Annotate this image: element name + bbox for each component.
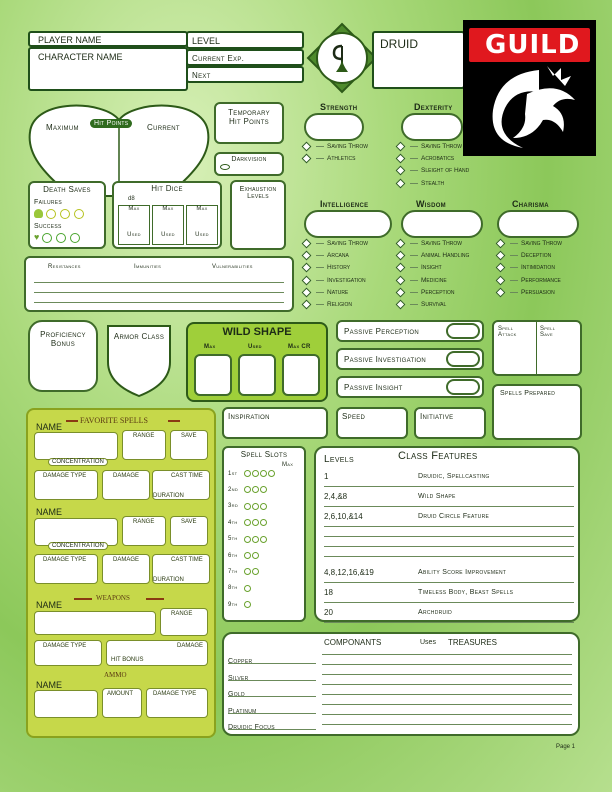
- character-name-label: CHARACTER NAME: [38, 52, 123, 62]
- intelligence-skill-row[interactable]: [303, 277, 366, 284]
- charisma-skill-row[interactable]: [497, 264, 555, 271]
- sword-icon: [74, 598, 92, 600]
- wisdom-skill-row[interactable]: [397, 252, 469, 259]
- spell-slot-row: [228, 470, 276, 477]
- guild-logo: GUILD: [463, 20, 596, 156]
- dexterity-skill-row[interactable]: [397, 155, 454, 162]
- wild-shape-panel: WILD SHAPE Max Used Max CR: [186, 322, 328, 402]
- class-feature-row: [316, 586, 578, 602]
- skill-label: Survival: [421, 301, 447, 308]
- spell-slot-circle[interactable]: [252, 519, 259, 526]
- ammo-title: AMMO: [104, 671, 127, 679]
- proficiency-diamond-icon[interactable]: [396, 142, 406, 152]
- spell-slot-level: 9th: [228, 601, 238, 608]
- spell-slot-circle[interactable]: [252, 470, 259, 477]
- inventory-line[interactable]: [322, 674, 572, 675]
- proficiency-diamond-icon[interactable]: [396, 300, 406, 310]
- ruled-line: [324, 486, 574, 487]
- skill-label: Saving Throw: [421, 240, 463, 247]
- skill-label: Medicine: [421, 276, 447, 284]
- spell-cast-time-field[interactable]: CAST TIME DURATION: [152, 554, 210, 584]
- spell-slot-level: 1st: [228, 470, 238, 477]
- spell-slot-circle[interactable]: [244, 503, 251, 510]
- player-name-field[interactable]: [28, 31, 188, 47]
- ammo-amount-field[interactable]: AMOUNT: [102, 688, 142, 718]
- spell-slot-row: [228, 503, 268, 510]
- failure-circle[interactable]: [60, 209, 70, 219]
- next-exp-field[interactable]: [186, 66, 304, 83]
- spells-prepared-field[interactable]: Spells Prepared: [492, 384, 582, 440]
- charisma-skill-row[interactable]: [497, 277, 561, 284]
- spell-slot-circle[interactable]: [244, 601, 251, 608]
- coin-label: Copper: [228, 658, 253, 665]
- proficiency-diamond-icon[interactable]: [396, 251, 406, 261]
- proficiency-diamond-icon[interactable]: [396, 263, 406, 273]
- ruled-line: [324, 506, 574, 507]
- wisdom-skill-row[interactable]: [397, 301, 446, 308]
- feature-name: Timeless Body, Beast Spells: [418, 589, 514, 596]
- ruled-line: [324, 536, 574, 537]
- feature-name: Druidic, Spellcasting: [418, 473, 490, 480]
- dexterity-skill-row[interactable]: [397, 180, 444, 187]
- skull-icon: [34, 209, 43, 218]
- spell-damage-type-field[interactable]: DAMAGE TYPE: [34, 470, 98, 500]
- dexterity-skill-row[interactable]: [397, 167, 469, 174]
- spell-slot-circle[interactable]: [268, 470, 275, 477]
- wisdom-skill-row[interactable]: [397, 240, 462, 247]
- dexterity-score[interactable]: [401, 113, 463, 141]
- strength-skill-row[interactable]: [303, 143, 368, 150]
- class-feature-row: [316, 566, 578, 582]
- weapon-range-field[interactable]: RANGE: [160, 608, 208, 636]
- spell-slot-circle[interactable]: [252, 568, 259, 575]
- spell-save-field[interactable]: SAVE: [170, 430, 208, 460]
- heart-icon: ♥: [34, 232, 40, 242]
- inventory-line[interactable]: [322, 664, 572, 665]
- wild-shape-maxcr-field[interactable]: [282, 354, 320, 396]
- spell-slot-level: 3rd: [228, 503, 239, 510]
- feature-level: 20: [324, 608, 333, 617]
- weapons-title: WEAPONS: [96, 594, 130, 602]
- spell-slot-circle[interactable]: [260, 536, 267, 543]
- class-feature-row: [316, 490, 578, 506]
- spell-slot-circle[interactable]: [252, 486, 259, 493]
- inventory-line[interactable]: [322, 684, 572, 685]
- skill-label: Stealth: [421, 179, 445, 187]
- weapon-damage-field[interactable]: DAMAGE HIT BONUS: [106, 640, 208, 666]
- intelligence-skill-row[interactable]: [303, 264, 350, 271]
- proficiency-diamond-icon[interactable]: [302, 287, 312, 297]
- success-circle[interactable]: [70, 233, 80, 243]
- hp-current-label: Current: [147, 123, 180, 132]
- skill-label: Deception: [521, 252, 552, 260]
- charisma-skill-row[interactable]: [497, 240, 562, 247]
- spell-save-field[interactable]: SAVE: [170, 516, 208, 546]
- inventory-panel: COMPONANTS Uses TREASURES Copper Silver Gold Platinum Druidic Focus: [222, 632, 580, 736]
- ammo-damage-type-field[interactable]: DAMAGE TYPE: [146, 688, 208, 718]
- speed-field[interactable]: Speed: [336, 407, 408, 439]
- hit-dice-column[interactable]: Max Used: [186, 205, 218, 245]
- skill-label: Persuasion: [521, 288, 555, 296]
- spell-slots-panel: Spell Slots Max 1st 2nd 3rd 4th 5th 6th 7th 8th 9th: [222, 446, 306, 622]
- initiative-field[interactable]: Initiative: [414, 407, 486, 439]
- feature-level: 2,4,&8: [324, 492, 348, 501]
- strength-score[interactable]: [304, 113, 364, 141]
- intelligence-skill-row[interactable]: [303, 301, 352, 308]
- class-name: DRUID: [380, 37, 418, 51]
- coin-label: Silver: [228, 674, 249, 682]
- hit-dice-column[interactable]: Max Used: [118, 205, 150, 245]
- wisdom-score[interactable]: [401, 210, 483, 238]
- skill-label: Intimidation: [521, 264, 555, 272]
- spell-slot-row: [228, 519, 268, 526]
- strength-title: Strength: [320, 102, 358, 112]
- ruled-line: [324, 526, 574, 527]
- proficiency-diamond-icon[interactable]: [302, 239, 312, 249]
- eye-icon: [220, 164, 230, 170]
- death-saves-panel: Death Saves Failures Success ♥: [28, 181, 106, 249]
- feature-level: 1: [324, 472, 329, 481]
- spell-slot-circle[interactable]: [260, 470, 267, 477]
- proficiency-diamond-icon[interactable]: [396, 178, 406, 188]
- darkvision-field[interactable]: Darkvision: [214, 152, 284, 176]
- skill-label: Investigation: [327, 276, 366, 284]
- skill-label: Perception: [421, 288, 455, 296]
- spell-slot-circle[interactable]: [252, 503, 259, 510]
- success-circle[interactable]: [42, 233, 52, 243]
- hp-title-badge: Hit Points: [90, 119, 132, 128]
- skill-label: Saving Throw: [421, 143, 463, 150]
- inventory-line[interactable]: [322, 694, 572, 695]
- spell-slot-row: [228, 486, 268, 493]
- ruled-line: [324, 602, 574, 603]
- spell-attack-save-panel[interactable]: Spell Attack Spell Save: [492, 320, 582, 376]
- dexterity-skill-row[interactable]: [397, 143, 462, 150]
- intelligence-skill-row[interactable]: [303, 252, 349, 259]
- ammo-name-field[interactable]: [34, 690, 98, 718]
- failure-circle[interactable]: [74, 209, 84, 219]
- proficiency-diamond-icon[interactable]: [496, 263, 506, 273]
- wisdom-title: Wisdom: [416, 199, 446, 209]
- level-field[interactable]: [186, 31, 304, 49]
- skill-label: Athletics: [327, 155, 356, 163]
- feature-name: Archdruid: [418, 609, 453, 616]
- charisma-skill-row[interactable]: [497, 289, 555, 296]
- spell-damage-field[interactable]: DAMAGE: [102, 470, 150, 500]
- passive-investigation-field[interactable]: Passive Investigation: [336, 348, 484, 370]
- proficiency-diamond-icon[interactable]: [396, 154, 406, 164]
- next-exp-label: Next: [192, 71, 211, 80]
- spell-cast-time-field[interactable]: CAST TIME DURATION: [152, 470, 210, 500]
- proficiency-diamond-icon[interactable]: [302, 275, 312, 285]
- spell-damage-field[interactable]: DAMAGE: [102, 554, 150, 584]
- ruled-line: [324, 546, 574, 547]
- intelligence-skill-row[interactable]: [303, 289, 348, 296]
- spell-slot-circle[interactable]: [260, 519, 267, 526]
- ruled-line: [324, 582, 574, 583]
- proficiency-diamond-icon[interactable]: [396, 166, 406, 176]
- wisdom-skill-row[interactable]: [397, 289, 455, 296]
- coin-label: Gold: [228, 691, 245, 698]
- charisma-title: Charisma: [512, 199, 549, 209]
- spell-slot-row: [228, 601, 252, 608]
- spell-slot-circle[interactable]: [244, 585, 251, 592]
- skill-label: Sleight of Hand: [421, 167, 470, 175]
- inventory-line[interactable]: [322, 704, 572, 705]
- feature-name: Ability Score Improvement: [418, 569, 507, 576]
- spell-slot-level: 2nd: [228, 486, 239, 493]
- proficiency-diamond-icon[interactable]: [396, 287, 406, 297]
- feature-name: Druid Circle Feature: [418, 513, 490, 520]
- skill-label: Religion: [327, 301, 352, 308]
- wand-icon: [66, 420, 78, 422]
- spell-range-field[interactable]: RANGE: [122, 516, 166, 546]
- feature-name: Wild Shape: [418, 493, 456, 500]
- skill-label: History: [327, 264, 351, 272]
- armor-class-shield[interactable]: Armor Class: [104, 322, 174, 398]
- skill-label: Insight: [421, 264, 442, 272]
- inventory-line[interactable]: [322, 724, 572, 725]
- spell-slot-circle[interactable]: [244, 568, 251, 575]
- spell-slot-level: 5th: [228, 536, 238, 543]
- ruled-line: [324, 622, 574, 623]
- hp-maximum-label: Maximum: [46, 123, 79, 132]
- skill-label: Saving Throw: [327, 240, 369, 247]
- hit-dice-panel: Hit Dice d8 Max Used Max Used Max Used: [112, 181, 222, 249]
- proficiency-diamond-icon[interactable]: [302, 251, 312, 261]
- class-feature-row: [316, 510, 578, 526]
- weapon-damage-type-field[interactable]: DAMAGE TYPE: [34, 640, 102, 666]
- spell-slot-circle[interactable]: [244, 470, 251, 477]
- proficiency-diamond-icon[interactable]: [396, 239, 406, 249]
- proficiency-diamond-icon[interactable]: [396, 275, 406, 285]
- coin-field[interactable]: [228, 667, 316, 681]
- spell-slot-level: 6th: [228, 552, 238, 559]
- skill-label: Saving Throw: [327, 143, 369, 150]
- exhaustion-field[interactable]: Exhaustion Levels: [230, 180, 286, 250]
- page-number: Page 1: [556, 744, 576, 750]
- favorite-spells-title: FAVORITE SPELLS: [80, 416, 148, 425]
- coin-field[interactable]: [228, 716, 316, 730]
- weapon-name-field[interactable]: [34, 611, 156, 635]
- class-feature-row: [316, 606, 578, 622]
- spell-slot-row: [228, 585, 252, 592]
- coin-label: Druidic Focus: [228, 724, 275, 731]
- current-exp-field[interactable]: [186, 49, 304, 66]
- proficiency-diamond-icon[interactable]: [496, 251, 506, 261]
- concentration-toggle[interactable]: CONCENTRATION: [48, 542, 108, 550]
- proficiency-bonus-field[interactable]: Proficiency Bonus: [28, 320, 98, 392]
- level-label: LEVEL: [192, 36, 221, 46]
- success-circle[interactable]: [56, 233, 66, 243]
- intelligence-skill-row[interactable]: [303, 240, 368, 247]
- spell-range-field[interactable]: RANGE: [122, 430, 166, 460]
- wand-icon: [168, 420, 180, 422]
- feature-level: 18: [324, 588, 333, 597]
- coin-field[interactable]: [228, 683, 316, 697]
- coin-field[interactable]: [228, 700, 316, 714]
- feature-level: 4,8,12,16,&19: [324, 568, 374, 577]
- passive-insight-field[interactable]: Passive Insight: [336, 376, 484, 398]
- wild-shape-used-field[interactable]: [238, 354, 276, 396]
- spell-slot-level: 7th: [228, 568, 238, 575]
- skill-label: Animal Handling: [421, 252, 470, 260]
- intelligence-score[interactable]: [304, 210, 392, 238]
- intelligence-title: Intelligence: [320, 199, 369, 209]
- coin-label: Platinum: [228, 707, 257, 715]
- spell-slot-circle[interactable]: [244, 486, 251, 493]
- spell-slot-circle[interactable]: [252, 536, 259, 543]
- proficiency-diamond-icon[interactable]: [302, 154, 312, 164]
- ruled-line: [324, 556, 574, 557]
- charisma-score[interactable]: [497, 210, 579, 238]
- proficiency-diamond-icon[interactable]: [302, 142, 312, 152]
- dexterity-title: Dexterity: [414, 102, 453, 112]
- spell-slot-level: 8th: [228, 585, 238, 592]
- charisma-skill-row[interactable]: [497, 252, 551, 259]
- current-exp-label: Current Exp.: [192, 54, 245, 63]
- skill-label: Acrobatics: [421, 155, 455, 163]
- spell-slot-circle[interactable]: [260, 503, 267, 510]
- failure-circle[interactable]: [46, 209, 56, 219]
- spell-slot-row: [228, 536, 268, 543]
- class-features-panel: Levels Class Features 1 Druidic, Spellcasting 2,4,&8 Wild Shape 2,6,10,&14 Druid Circle Feature 4,8,12,16,&19 Ability Score Improvement 18 Timeless Body, Beast Spells 20 Archdruid: [314, 446, 580, 622]
- sword-icon: [146, 598, 164, 600]
- proficiency-diamond-icon[interactable]: [496, 239, 506, 249]
- strength-skill-row[interactable]: [303, 155, 356, 162]
- wild-shape-max-field[interactable]: [194, 354, 232, 396]
- skill-label: Performance: [521, 276, 561, 284]
- spell-slot-circle[interactable]: [244, 552, 251, 559]
- passive-perception-field[interactable]: Passive Perception: [336, 320, 484, 342]
- spell-slot-row: [228, 552, 260, 559]
- class-feature-row: [316, 470, 578, 486]
- spell-damage-type-field[interactable]: DAMAGE TYPE: [34, 554, 98, 584]
- skill-label: Nature: [327, 288, 349, 296]
- character-name-field[interactable]: [28, 47, 188, 91]
- hit-dice-column[interactable]: Max Used: [152, 205, 184, 245]
- coin-field[interactable]: [228, 650, 316, 664]
- inventory-line[interactable]: [322, 654, 572, 655]
- proficiency-diamond-icon[interactable]: [302, 263, 312, 273]
- player-name-label: PLAYER NAME: [38, 35, 102, 45]
- proficiency-diamond-icon[interactable]: [496, 287, 506, 297]
- wisdom-skill-row[interactable]: [397, 264, 442, 271]
- spell-slot-level: 4th: [228, 519, 238, 526]
- spell-slot-circle[interactable]: [244, 536, 251, 543]
- skill-label: Arcana: [327, 252, 349, 260]
- spell-slot-circle[interactable]: [260, 486, 267, 493]
- resistances-panel[interactable]: Resistances Immunities Vulnerabilities: [24, 256, 294, 312]
- class-name-field[interactable]: [372, 31, 465, 89]
- proficiency-diamond-icon[interactable]: [302, 300, 312, 310]
- spell-slot-row: [228, 568, 260, 575]
- druid-emblem: [306, 22, 378, 94]
- feature-level: 2,6,10,&14: [324, 512, 363, 521]
- temporary-hp-field[interactable]: Temporary Hit Points: [214, 102, 284, 144]
- spell-slot-circle[interactable]: [244, 519, 251, 526]
- proficiency-diamond-icon[interactable]: [496, 275, 506, 285]
- spell-slot-circle[interactable]: [252, 552, 259, 559]
- skill-label: Saving Throw: [521, 240, 563, 247]
- spell-name-field[interactable]: [34, 432, 118, 460]
- concentration-toggle[interactable]: CONCENTRATION: [48, 458, 108, 466]
- inventory-line[interactable]: [322, 714, 572, 715]
- inspiration-field[interactable]: Inspiration: [222, 407, 328, 439]
- wisdom-skill-row[interactable]: [397, 277, 447, 284]
